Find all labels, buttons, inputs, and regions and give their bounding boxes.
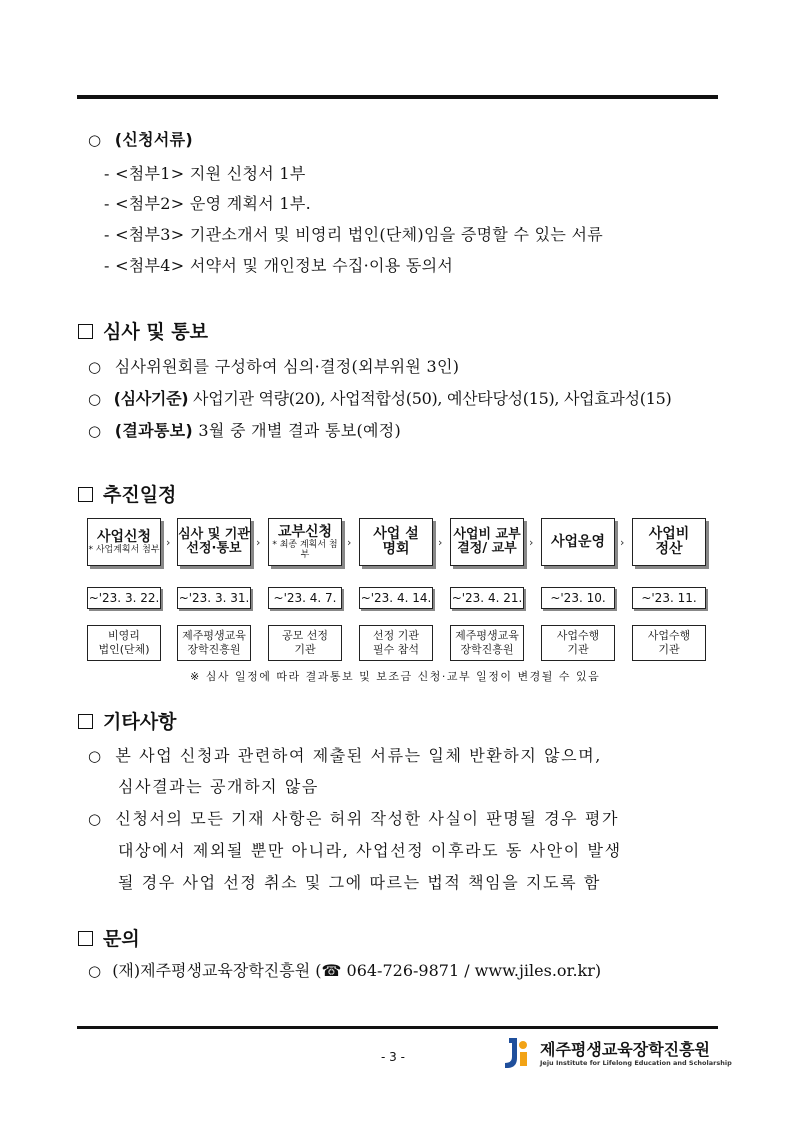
logo-name: 제주평생교육장학진흥원 — [540, 1040, 711, 1059]
flow-step-1 — [87, 518, 161, 566]
circle-bullet-icon: ○ — [88, 962, 102, 980]
flow-step-5 — [450, 518, 524, 566]
chevron-right-icon: › — [347, 536, 352, 549]
etc-heading-text: 기타사항 — [103, 711, 177, 733]
top-rule — [77, 95, 718, 99]
review-result-label: (결과통보) — [114, 421, 194, 440]
schedule-note: ※ 심사 일정에 따라 결과통보 및 보조금 신청·교부 일정이 변경될 수 있음 — [190, 670, 601, 683]
docs-item-2: - <첨부2> 운영 계획서 1부. — [104, 194, 312, 213]
review-item-1 — [88, 357, 459, 377]
circle-bullet-icon: ○ — [88, 131, 102, 149]
chevron-right-icon: › — [438, 536, 443, 549]
flow-date-1: ~'23. 3. 22. — [87, 587, 161, 609]
etc-item-2-line-3: 될 경우 사업 선정 취소 및 그에 따르는 법적 책임을 지도록 함 — [118, 873, 601, 892]
square-bullet-icon — [78, 714, 93, 729]
flow-org-1-line-1: 비영리 — [108, 629, 140, 642]
bottom-rule — [77, 1026, 718, 1029]
flow-date-2: ~'23. 3. 31. — [177, 587, 251, 609]
flow-org-2 — [177, 625, 251, 661]
etc-item-1 — [88, 746, 602, 766]
chevron-right-icon: › — [529, 536, 534, 549]
flow-date-7: ~'23. 11. — [632, 587, 706, 609]
contact-org: (재)제주평생교육장학진흥원 ( — [112, 961, 322, 980]
etc-item-2-line-2: 대상에서 제외될 뿐만 아니라, 사업선정 이후라도 동 사안이 발생 — [118, 841, 622, 860]
flow-step-7 — [632, 518, 706, 566]
flow-org-4-line-2: 필수 참석 — [372, 643, 419, 656]
etc-item-1-line-1: 본 사업 신청과 관련하여 제출된 서류는 일체 반환하지 않으며, — [115, 746, 602, 765]
flow-org-2-line-2: 장학진흥원 — [187, 643, 241, 656]
review-criteria-label: (심사기준) — [113, 389, 189, 408]
contact-line — [88, 961, 601, 981]
flow-date-3: ~'23. 4. 7. — [268, 587, 342, 609]
chevron-right-icon: › — [166, 536, 171, 549]
flow-org-7 — [632, 625, 706, 661]
flow-org-6 — [541, 625, 615, 661]
logo-mark-icon — [503, 1036, 535, 1070]
review-result-text: 3월 중 개별 결과 통보(예정) — [193, 421, 402, 440]
flow-step-4 — [359, 518, 433, 566]
page-number: - 3 - — [381, 1050, 405, 1064]
flow-step-3-title: 교부신청 — [277, 523, 333, 540]
circle-bullet-icon: ○ — [88, 747, 103, 765]
flow-step-3-sub: * 최종 계획서 첨부 — [272, 539, 338, 560]
circle-bullet-icon: ○ — [88, 810, 103, 828]
flow-org-4 — [359, 625, 433, 661]
review-item-3 — [88, 421, 401, 441]
flow-date-5: ~'23. 4. 21. — [450, 587, 524, 609]
docs-title-row — [88, 130, 193, 150]
square-bullet-icon — [78, 931, 93, 946]
institute-logo — [503, 1036, 535, 1070]
flow-date-6: ~'23. 10. — [541, 587, 615, 609]
flow-date-4: ~'23. 4. 14. — [359, 587, 433, 609]
review-item-1-text: 심사위원회를 구성하여 심의·결정(외부위원 3인) — [114, 357, 460, 376]
flow-org-7-line-2: 기관 — [658, 643, 680, 656]
etc-item-1-line-2: 심사결과는 공개하지 않음 — [118, 777, 319, 796]
flow-org-3-line-1: 공모 선정 — [281, 629, 328, 642]
review-heading-text: 심사 및 통보 — [103, 321, 208, 343]
contact-heading-text: 문의 — [103, 928, 140, 950]
flow-org-3-line-2: 기관 — [294, 643, 316, 656]
flow-org-7-line-1: 사업수행 — [647, 629, 691, 642]
etc-item-2-line-1: 신청서의 모든 기재 사항은 허위 작성한 사실이 판명될 경우 평가 — [115, 809, 620, 828]
docs-item-4: - <첨부4> 서약서 및 개인정보 수집·이용 동의서 — [104, 256, 454, 275]
flow-org-1 — [87, 625, 161, 661]
flow-org-6-line-2: 기관 — [567, 643, 589, 656]
flow-org-6-line-1: 사업수행 — [556, 629, 600, 642]
contact-heading — [78, 927, 140, 951]
contact-phone-url[interactable]: 064-726-9871 / www.jiles.or.kr) — [341, 961, 602, 980]
review-criteria-text: 사업기관 역량(20), 사업적합성(50), 예산타당성(15), 사업효과성(15) — [188, 389, 672, 408]
flow-org-5-line-1: 제주평생교육 — [455, 629, 519, 642]
flow-step-5-title: 사업비 교부결정/ 교부 — [453, 527, 521, 556]
flow-org-5-line-2: 장학진흥원 — [460, 643, 514, 656]
flow-org-1-line-2: 법인(단체) — [98, 643, 150, 656]
flow-step-2 — [177, 518, 251, 566]
flow-org-3 — [268, 625, 342, 661]
flow-step-3 — [268, 518, 342, 566]
flow-step-1-sub: * 사업계획서 첨부 — [88, 544, 160, 555]
etc-heading — [78, 710, 176, 734]
flow-step-1-title: 사업신청 — [96, 528, 152, 545]
flow-step-6-title: 사업운영 — [550, 533, 606, 550]
flow-step-4-title: 사업 설명회 — [373, 526, 419, 557]
flow-org-4-line-1: 선정 기관 — [372, 629, 419, 642]
docs-item-3: - <첨부3> 기관소개서 및 비영리 법인(단체)임을 증명할 수 있는 서류 — [104, 225, 604, 244]
chevron-right-icon: › — [256, 536, 261, 549]
telephone-icon: ☎ — [321, 961, 342, 980]
circle-bullet-icon: ○ — [88, 390, 101, 408]
schedule-heading-text: 추진일정 — [103, 484, 177, 506]
flow-org-5 — [450, 625, 524, 661]
etc-item-2 — [88, 809, 619, 829]
square-bullet-icon — [78, 487, 93, 502]
docs-title: (신청서류) — [114, 130, 194, 149]
flow-step-7-title: 사업비 정산 — [648, 526, 690, 557]
circle-bullet-icon: ○ — [88, 422, 102, 440]
review-heading — [78, 320, 208, 344]
docs-item-1: - <첨부1> 지원 신청서 1부 — [104, 164, 306, 183]
square-bullet-icon — [78, 324, 93, 339]
flow-org-2-line-1: 제주평생교육 — [182, 629, 246, 642]
review-item-2 — [88, 389, 671, 409]
flow-step-2-title: 심사 및 기관 선정·통보 — [178, 527, 250, 556]
flow-step-6 — [541, 518, 615, 566]
logo-english-name: Jeju Institute for Lifelong Education and Scholarship — [540, 1059, 732, 1067]
circle-bullet-icon: ○ — [88, 358, 102, 376]
chevron-right-icon: › — [620, 536, 625, 549]
schedule-heading — [78, 483, 176, 507]
